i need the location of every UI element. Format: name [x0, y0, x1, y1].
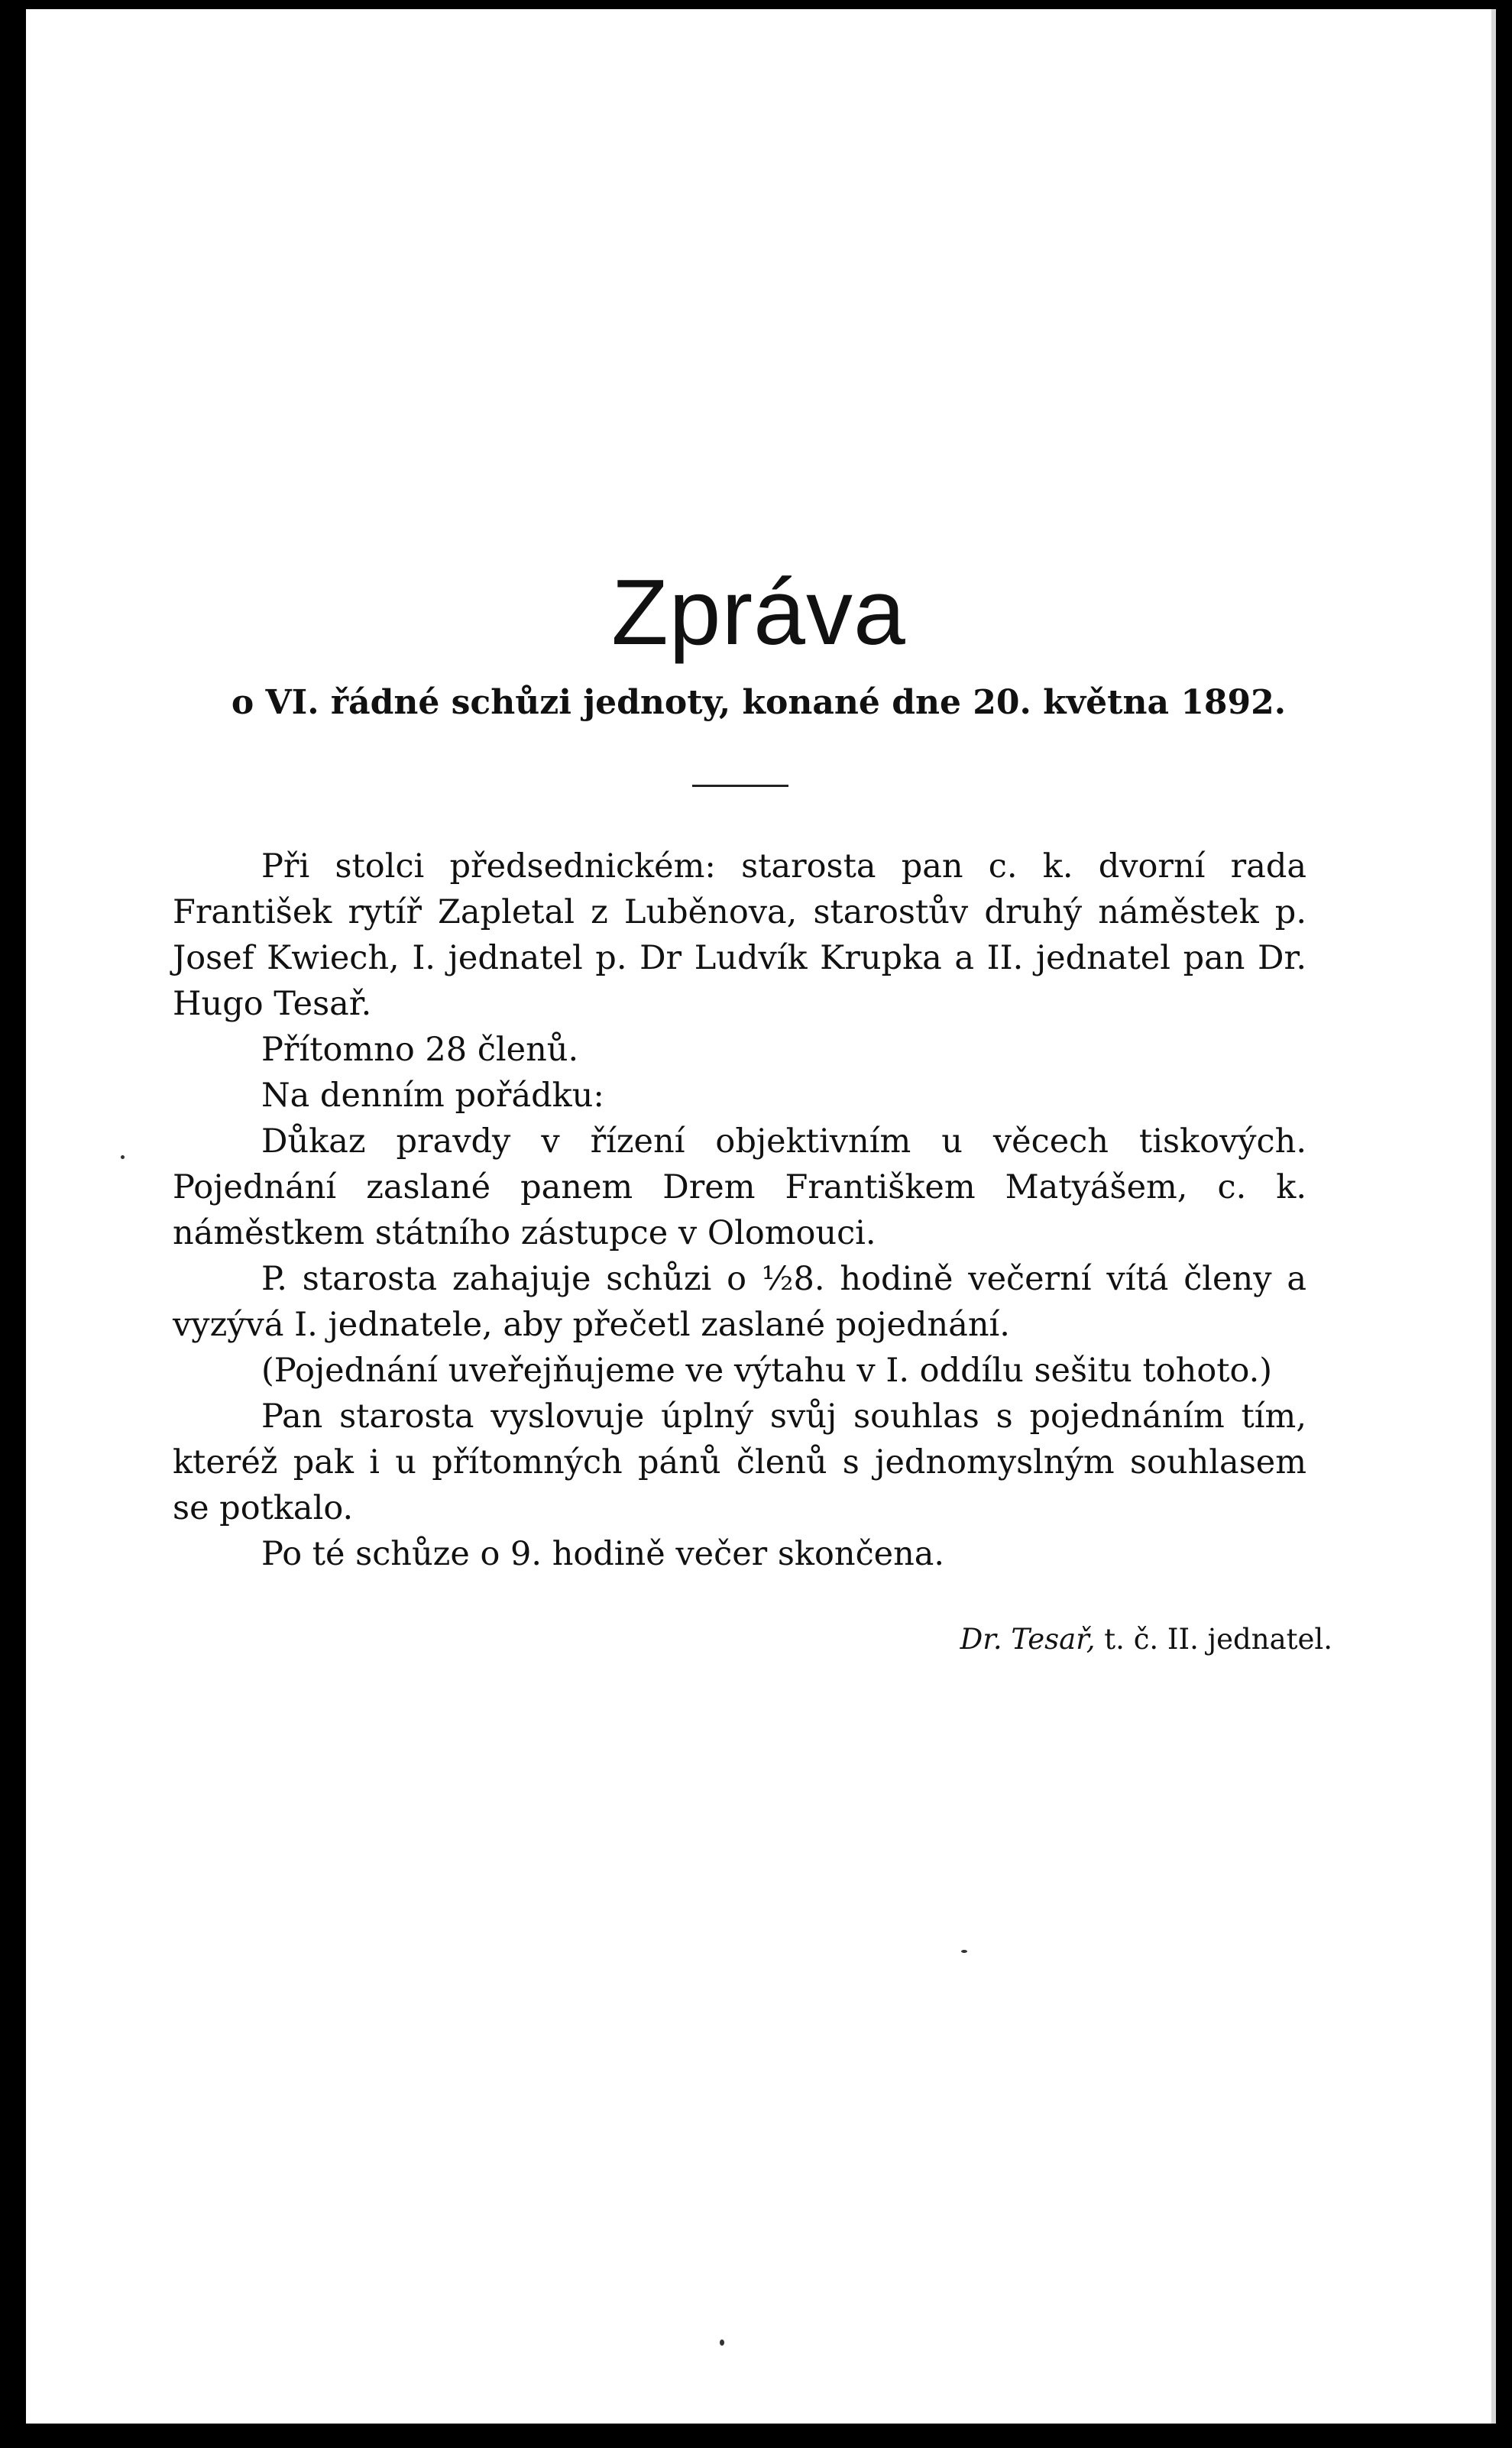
paragraph-opening: P. starosta zahajuje schůzi o ½8. hodině večerní vítá členy a vyzývá I. jednatele, aby přečetl zaslané pojednání.	[173, 1260, 1306, 1344]
paragraph-presidium: Při stolci předsednickém: starosta pan c. k. dvorní rada František rytíř Zapletal z Luběnova, starostův druhý náměstek p. Josef Kwiech, I. jednatel p. Dr Ludvík Krupka a II. jednatel pan Dr. Hugo Tesař.	[173, 847, 1306, 1023]
signature	[859, 1623, 1332, 1656]
scan-border	[0, 0, 26, 2448]
signature-role: t. č. II. jednatel.	[1104, 1623, 1332, 1656]
print-speck	[961, 1950, 967, 1953]
paragraph-approval: Pan starosta vyslovuje úplný svůj souhlas s pojednáním tím, kteréž pak i u přítomných pánů členů s jednomyslným souhlasem se potkalo.	[173, 1397, 1306, 1527]
paragraph-closing: Po té schůze o 9. hodině večer skončena.	[261, 1535, 945, 1573]
paragraph-agenda-item: Důkaz pravdy v řízení objektivním u věcech tiskových. Pojednání zaslané panem Drem Františkem Matyášem, c. k. náměstkem státního zástupce v Olomouci.	[173, 1122, 1306, 1252]
paragraph-attendance: Přítomno 28 členů.	[261, 1031, 579, 1069]
document-title: Zpráva	[611, 560, 906, 664]
paragraph-agenda-heading: Na denním pořádku:	[261, 1077, 604, 1115]
print-speck	[121, 1155, 125, 1159]
paragraph-publication-note: (Pojednání uveřejňujeme ve výtahu v I. oddílu sešitu tohoto.)	[261, 1352, 1273, 1390]
separator-rule	[692, 785, 788, 787]
document-subtitle: o VI. řádné schůzi jednoty, konané dne 20. května 1892.	[231, 683, 1287, 722]
signature-name: Dr. Tesař,	[960, 1623, 1096, 1656]
document-page	[26, 9, 1496, 2424]
print-speck	[720, 2340, 724, 2346]
